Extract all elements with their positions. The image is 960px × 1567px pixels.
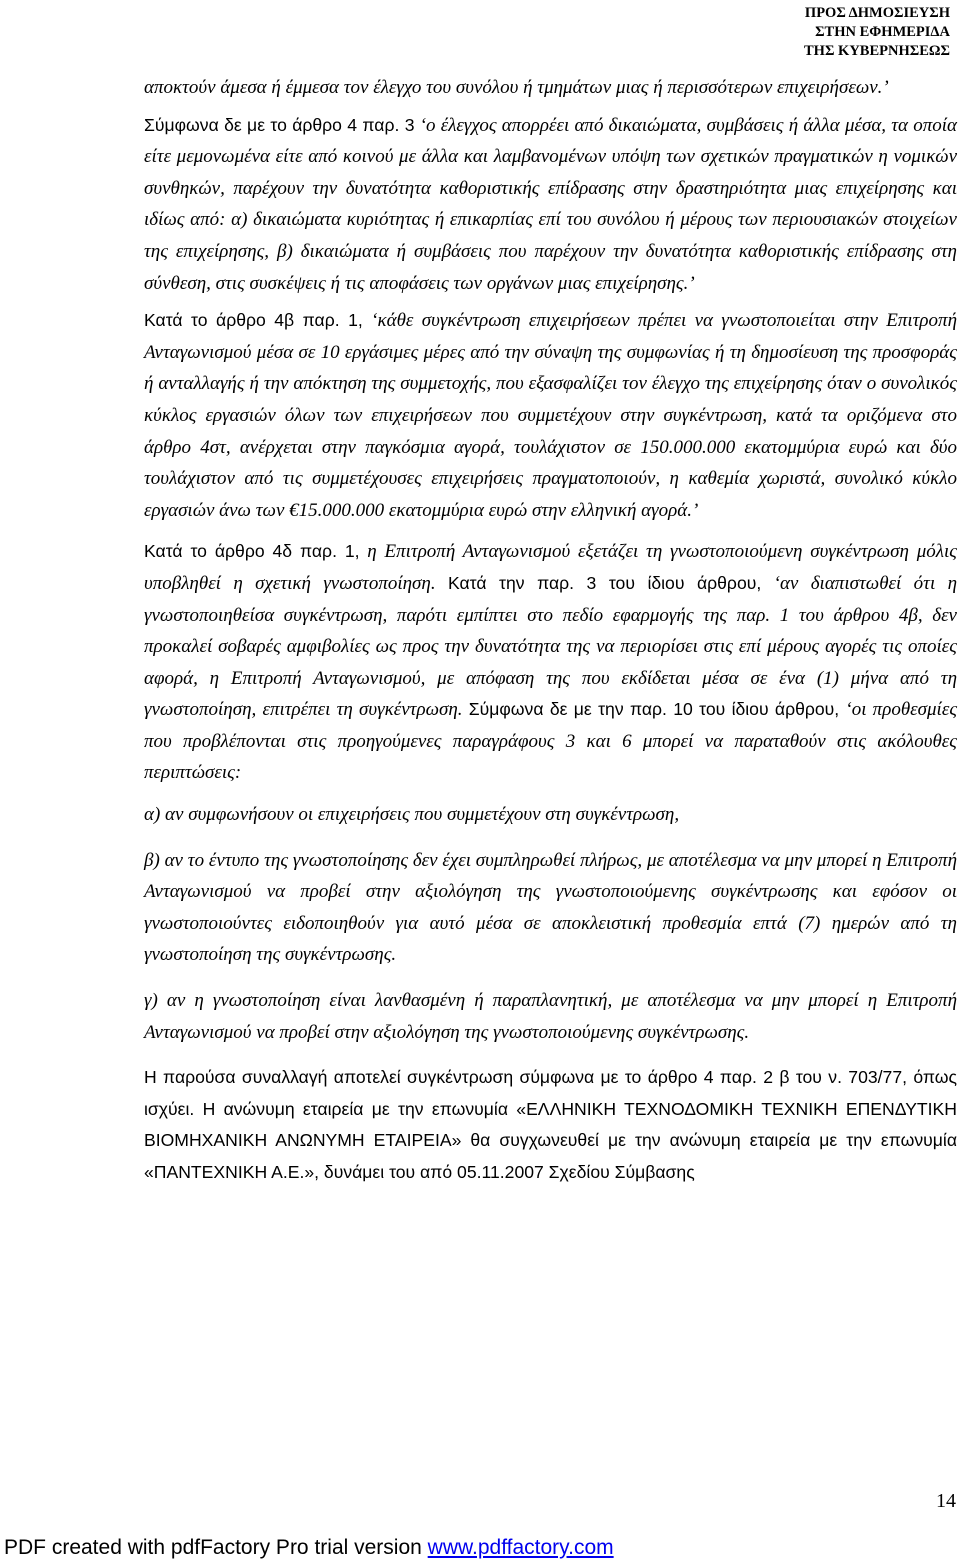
paragraph-5 xyxy=(144,799,957,831)
paragraph-8: Η παρούσα συναλλαγή αποτελεί συγκέντρωση σύμφωνα με το άρθρο 4 παρ. 2 β του ν. 703/77, όπως ισχύει. Η ανώνυμη εταιρεία με την επωνυμία «ΕΛΛΗΝΙΚΗ ΤΕΧΝΟΔΟΜΙΚΗ ΤΕΧΝΙΚΗ ΕΠΕΝΔΥΤΙΚΗ ΒΙΟΜΗΧΑΝΙΚΗ ΑΝΩΝΥΜΗ ΕΤΑΙΡΕΙΑ» θα συγχωνευθεί με την ανώνυμη εταιρεία με την επωνυμία «ΠΑΝΤΕΧΝΙΚΗ Α.Ε.», δυνάμει του από 05.11.2007 Σχεδίου Σύμβασης xyxy=(144,1067,957,1182)
paragraph-4-part-d: ‘αν διαπιστωθεί ότι η γνωστοποιηθείσα συγκέντρωση, παρότι εμπίπτει στο πεδίο εφαρμογής της παρ. 1 του άρθρου 4β, δεν προκαλεί σοβαρές αμφιβολίες ως προς την δυνατότητα της να περιορίσει στις επί μέρους αγορές τις οποίες αφορά, η Επιτροπή Ανταγωνισμού, με απόφαση της που εκδίδεται μέσα σε ένα (1) μήνα από τη γνωστοποίηση, επιτρέπει τη συγκέντρωση. xyxy=(144,572,958,721)
header-line-2: ΣΤΗΝ ΕΦΗΜΕΡΙΔΑ xyxy=(815,24,950,40)
pdf-footer xyxy=(4,1536,614,1560)
paragraph-4-part-c: Κατά την παρ. 3 του ίδιου άρθρου, xyxy=(447,572,762,593)
header-line-1: ΠΡΟΣ ΔΗΜΟΣΙΕΥΣΗ xyxy=(804,5,950,21)
paragraph-2 xyxy=(144,110,957,300)
publication-header xyxy=(804,4,950,61)
paragraph-1-quote: αποκτούν άμεσα ή έμμεσα τον έλεγχο του συνόλου ή τμημάτων μιας ή περισσότερων επιχειρήσεων.’ xyxy=(144,77,889,98)
paragraph-3-quote: ‘κάθε συγκέντρωση επιχειρήσεων πρέπει να γνωστοποιείται στην Επιτροπή Ανταγωνισμού μέσα σε 10 εργάσιμες μέρες από την σύναψη της συμφωνίας ή τη δημοσίευση της προσφοράς ή ανταλλαγής ή την απόκτηση της συμμετοχής, που εξασφαλίζει τον έλεγχο της επιχείρησης όταν ο συνολικός κύκλος εργασιών όλων των επιχειρήσεων που συμμετέχουν στην συγκέντρωση, κατά τα οριζόμενα στο άρθρο 4στ, ανέρχεται στην παγκόσμια αγορά, τουλάχιστον σε 150.000.000 εκατομμύρια ευρώ και δύο τουλάχιστον από τις συμμετέχουσες επιχειρήσεις πραγματοποιούν, η καθεμία χωριστά, συνολικό κύκλο εργασιών άνω των €15.000.000 εκατομμύρια ευρώ στην ελληνική αγορά.’ xyxy=(144,310,957,521)
paragraph-7-text: γ) αν η γνωστοποίηση είναι λανθασμένη ή παραπλανητική, με αποτέλεσμα να μην μπορεί η Επιτροπή Ανταγωνισμού να προβεί στην αξιολόγηση της γνωστοποιούμενης συγκέντρωσης. xyxy=(144,990,957,1043)
paragraph-2-quote: ‘ο έλεγχος απορρέει από δικαιώματα, συμβάσεις ή άλλα μέσα, τα οποία είτε μεμονωμένα είτε από κοινού με άλλα και λαμβανομένων υπόψη των σχετικών πραγματικών η νομικών συνθηκών, παρέχουν την δυνατότητα καθοριστικής επίδρασης στην δραστηριότητα μιας επιχείρησης και ιδίως από: α) δικαιώματα κυριότητας ή επικαρπίας επί του συνόλου ή μέρους των περιουσιακών στοιχείων της επιχείρησης, β) δικαιώματα ή συμβάσεις που παρέχουν την δυνατότητα καθοριστικής επίδρασης στη σύνθεση, στις συσκέψεις ή τις αποφάσεις των οργάνων μιας επιχείρησης.’ xyxy=(144,114,957,294)
footer-link[interactable]: www.pdffactory.com xyxy=(427,1536,614,1559)
paragraph-3-lead: Κατά το άρθρο 4β παρ. 1, xyxy=(144,310,363,331)
paragraph-4-part-b: η Επιτροπή Ανταγωνισμού εξετάζει τη γνωστοποιούμενη συγκέντρωση μόλις υποβληθεί η σχετική γνωστοποίηση. xyxy=(144,541,957,594)
paragraph-2-lead: Σύμφωνα δε με το άρθρο 4 παρ. 3 xyxy=(144,114,415,135)
paragraph-4 xyxy=(144,536,957,789)
header-line-3: ΤΗΣ ΚΥΒΕΡΝΗΣΕΩΣ xyxy=(804,43,950,59)
footer-text: PDF created with pdfFactory Pro trial version xyxy=(4,1536,422,1559)
paragraph-5-text: α) αν συμφωνήσουν οι επιχειρήσεις που συμμετέχουν στη συγκέντρωση, xyxy=(144,804,680,826)
paragraph-1 xyxy=(144,72,957,104)
paragraph-6 xyxy=(144,845,957,971)
paragraph-4-part-a: Κατά το άρθρο 4δ παρ. 1, xyxy=(144,541,360,562)
paragraph-7 xyxy=(144,985,957,1048)
paragraph-3 xyxy=(144,305,957,526)
page-number: 14 xyxy=(936,1490,956,1512)
paragraph-4-part-e: Σύμφωνα δε με την παρ. 10 του ίδιου άρθρου, xyxy=(468,699,840,720)
paragraph-6-text: β) αν το έντυπο της γνωστοποίησης δεν έχει συμπληρωθεί πλήρως, με αποτέλεσμα να μην μπορεί η Επιτροπή Ανταγωνισμού να προβεί στην αξιολόγηση της γνωστοποιούμενης συγκέντρωσης και εφόσον οι γνωστοποιούντες ειδοποιηθούν για αυτό μέσα σε αποκλειστική προθεσμία επτά (7) ημερών από τη γνωστοποίηση της συγκέντρωσης. xyxy=(144,849,957,966)
document-body xyxy=(144,72,957,1189)
paragraph-4-part-f: ‘οι προθεσμίες που προβλέπονται στις προηγούμενες παραγράφους 3 και 6 μπορεί να παραταθούν στις ακόλουθες περιπτώσεις: xyxy=(144,699,958,784)
